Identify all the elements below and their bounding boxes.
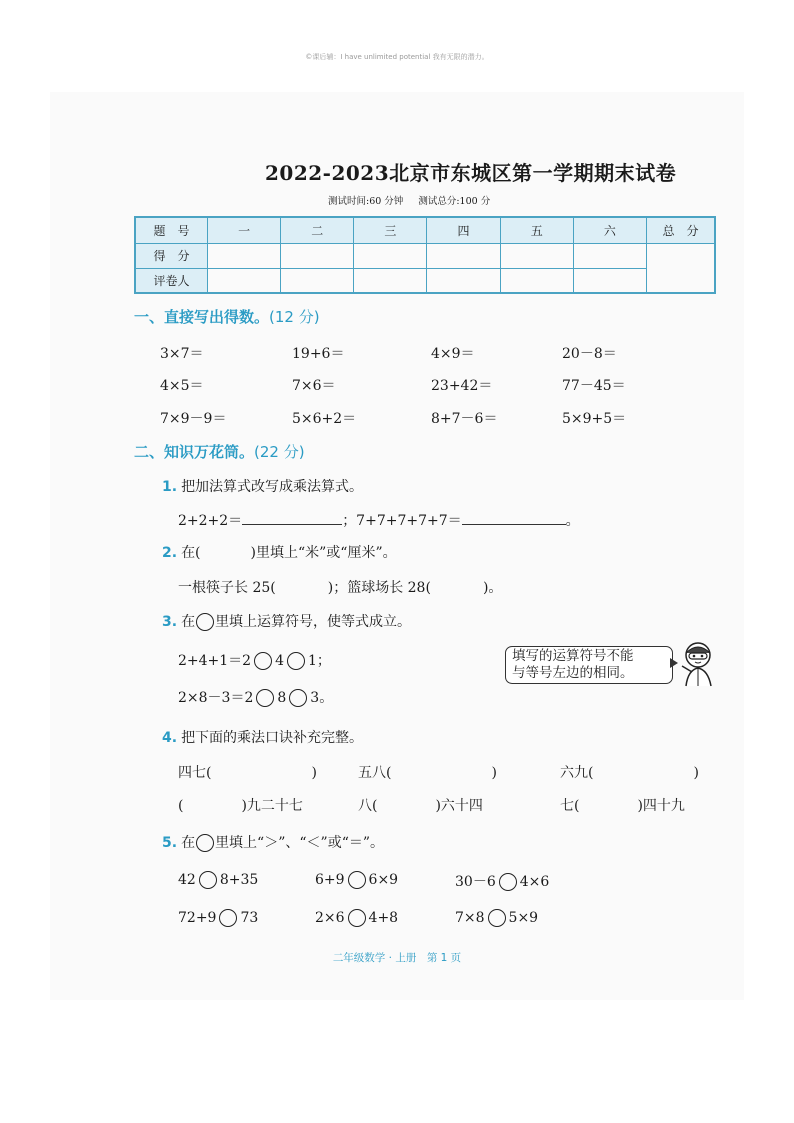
compare-right: 6×9 — [368, 872, 399, 888]
answer-circle[interactable] — [256, 689, 274, 707]
score-cell[interactable] — [281, 244, 354, 269]
exam-title: 2022-2023北京市东城区第一学期期末试卷 — [265, 161, 677, 185]
question-text: 里填上运算符号，使等式成立。 — [215, 614, 412, 630]
answer-circle[interactable] — [348, 871, 366, 889]
compare-left: 6+9 — [315, 872, 345, 888]
calc-item: 7×9－9＝ — [160, 411, 227, 427]
section-2-points: (22 分) — [254, 443, 305, 461]
question-text: 在( — [181, 545, 201, 561]
header-cell: 二 — [281, 218, 354, 244]
grader-cell[interactable] — [208, 268, 281, 293]
exam-info — [328, 193, 490, 207]
answer-blank[interactable] — [242, 510, 342, 525]
question-5 — [162, 832, 384, 852]
q3-line-2 — [178, 687, 333, 707]
question-1 — [162, 476, 363, 496]
question-2 — [162, 542, 397, 562]
compare-left: 42 — [178, 872, 196, 888]
rhyme-text: 四七( — [178, 765, 212, 781]
multiplication-rhyme — [358, 795, 483, 815]
section-1-heading — [134, 306, 320, 327]
compare-item — [455, 871, 549, 891]
score-cell[interactable] — [427, 244, 500, 269]
question-text: )里填上“米”或“厘米”。 — [250, 545, 397, 561]
header-cell: 六 — [573, 218, 646, 244]
score-cell[interactable] — [500, 244, 573, 269]
grader-cell[interactable] — [354, 268, 427, 293]
calc-item: 4×5＝ — [160, 378, 204, 394]
test-score: 测试总分:100 分 — [418, 196, 491, 207]
calc-item: 77－45＝ — [562, 378, 626, 394]
q3-expression: 2+4+1＝2 — [178, 653, 252, 669]
circle-icon — [196, 613, 214, 631]
row-label-grader: 评卷人 — [136, 268, 208, 293]
q2-answer-line — [178, 577, 502, 597]
q3-line-1 — [178, 650, 331, 670]
answer-circle[interactable] — [287, 652, 305, 670]
question-4 — [162, 727, 363, 747]
question-number: 3. — [162, 614, 178, 630]
multiplication-rhyme — [178, 762, 317, 782]
section-1-title: 一、直接写出得数。 — [134, 308, 270, 326]
q2-chopsticks: 一根筷子长 25( — [178, 580, 276, 596]
compare-item — [315, 871, 398, 889]
multiplication-rhyme — [560, 762, 699, 782]
header-cell: 一 — [208, 218, 281, 244]
rhyme-text: 七( — [560, 798, 580, 814]
score-table — [134, 216, 716, 294]
score-cell[interactable] — [573, 244, 646, 269]
compare-right: 73 — [240, 910, 259, 926]
q3-expression: 8 — [277, 690, 287, 706]
rhyme-text: )六十四 — [435, 798, 483, 814]
answer-circle[interactable] — [289, 689, 307, 707]
header-cell: 题 号 — [136, 218, 208, 244]
answer-circle[interactable] — [199, 871, 217, 889]
rhyme-text: )九二十七 — [241, 798, 303, 814]
grader-cell[interactable] — [427, 268, 500, 293]
page-footer: 二年级数学 · 上册 第 1 页 — [332, 952, 462, 964]
compare-item — [178, 909, 258, 927]
mascot-icon — [678, 640, 720, 688]
multiplication-rhyme — [358, 762, 497, 782]
circle-icon — [196, 834, 214, 852]
row-label-score: 得 分 — [136, 244, 208, 269]
grader-cell[interactable] — [500, 268, 573, 293]
compare-item — [315, 909, 398, 927]
question-number: 5. — [162, 835, 178, 851]
q2-court: )；篮球场长 28( — [327, 580, 431, 596]
q1-answer-line — [178, 510, 580, 530]
section-2-title: 二、知识万花筒。 — [134, 443, 255, 461]
calc-item: 7×6＝ — [292, 378, 336, 394]
question-text: 在 — [181, 835, 196, 851]
compare-item — [178, 871, 258, 889]
hint-line: 填写的运算符号不能 — [512, 648, 634, 664]
rhyme-text: ) — [491, 765, 497, 781]
q1-expression-a: 2+2+2＝ — [178, 513, 243, 529]
test-time: 测试时间:60 分钟 — [328, 196, 404, 207]
score-cell[interactable] — [354, 244, 427, 269]
section-2-heading — [134, 441, 305, 462]
multiplication-rhyme — [178, 795, 303, 815]
compare-right: 8+35 — [219, 872, 259, 888]
rhyme-text: ( — [178, 798, 184, 814]
rhyme-text: )四十九 — [637, 798, 685, 814]
answer-circle[interactable] — [499, 873, 517, 891]
score-cell[interactable] — [208, 244, 281, 269]
header-cell: 三 — [354, 218, 427, 244]
compare-left: 7×8 — [455, 910, 485, 926]
rhyme-text: ) — [693, 765, 699, 781]
answer-circle[interactable] — [219, 909, 237, 927]
question-text: 把加法算式改写成乘法算式。 — [181, 479, 364, 495]
answer-circle[interactable] — [348, 909, 366, 927]
question-number: 1. — [162, 479, 178, 495]
header-cell: 五 — [500, 218, 573, 244]
grader-cell[interactable] — [573, 268, 646, 293]
compare-right: 4×6 — [519, 874, 550, 890]
compare-item — [455, 909, 538, 927]
question-number: 4. — [162, 730, 178, 746]
calc-item: 3×7＝ — [160, 346, 204, 362]
hint-bubble — [505, 646, 673, 684]
grader-cell[interactable] — [281, 268, 354, 293]
rhyme-text: 八( — [358, 798, 378, 814]
question-number: 2. — [162, 545, 178, 561]
total-score-cell[interactable] — [647, 244, 715, 293]
q3-expression: 4 — [275, 653, 285, 669]
q2-end: )。 — [482, 580, 503, 596]
compare-right: 5×9 — [508, 910, 539, 926]
q3-expression: 3。 — [310, 690, 334, 706]
calc-item: 4×9＝ — [431, 346, 475, 362]
q1-expression-b: ；7+7+7+7+7＝ — [342, 513, 462, 529]
answer-circle[interactable] — [254, 652, 272, 670]
calc-item: 5×6+2＝ — [292, 411, 357, 427]
compare-left: 30－6 — [455, 874, 496, 890]
compare-left: 2×6 — [315, 910, 345, 926]
rhyme-text: ) — [311, 765, 317, 781]
compare-right: 4+8 — [368, 910, 399, 926]
multiplication-rhyme — [560, 795, 685, 815]
bubble-tail — [670, 658, 678, 668]
question-text: 里填上“＞”、“＜”或“＝”。 — [215, 835, 385, 851]
calc-item: 23+42＝ — [431, 378, 493, 394]
calc-item: 8+7－6＝ — [431, 411, 498, 427]
q3-expression: 2×8－3＝2 — [178, 690, 254, 706]
watermark-text: ©课后辅：I have unlimited potential 我有无限的潜力。 — [305, 53, 489, 61]
hint-line: 与等号左边的相同。 — [512, 665, 634, 681]
q1-end: 。 — [565, 513, 580, 529]
answer-circle[interactable] — [488, 909, 506, 927]
header-cell: 总 分 — [647, 218, 715, 244]
compare-left: 72+9 — [178, 910, 217, 926]
rhyme-text: 五八( — [358, 765, 392, 781]
question-3 — [162, 611, 411, 631]
section-1-points: (12 分) — [269, 308, 320, 326]
header-cell: 四 — [427, 218, 500, 244]
question-text: 在 — [181, 614, 196, 630]
calc-item: 19+6＝ — [292, 346, 345, 362]
rhyme-text: 六九( — [560, 765, 594, 781]
question-text: 把下面的乘法口诀补充完整。 — [181, 730, 364, 746]
calc-item: 20－8＝ — [562, 346, 617, 362]
answer-blank[interactable] — [462, 510, 566, 525]
q3-expression: 1； — [308, 653, 331, 669]
calc-item: 5×9+5＝ — [562, 411, 627, 427]
